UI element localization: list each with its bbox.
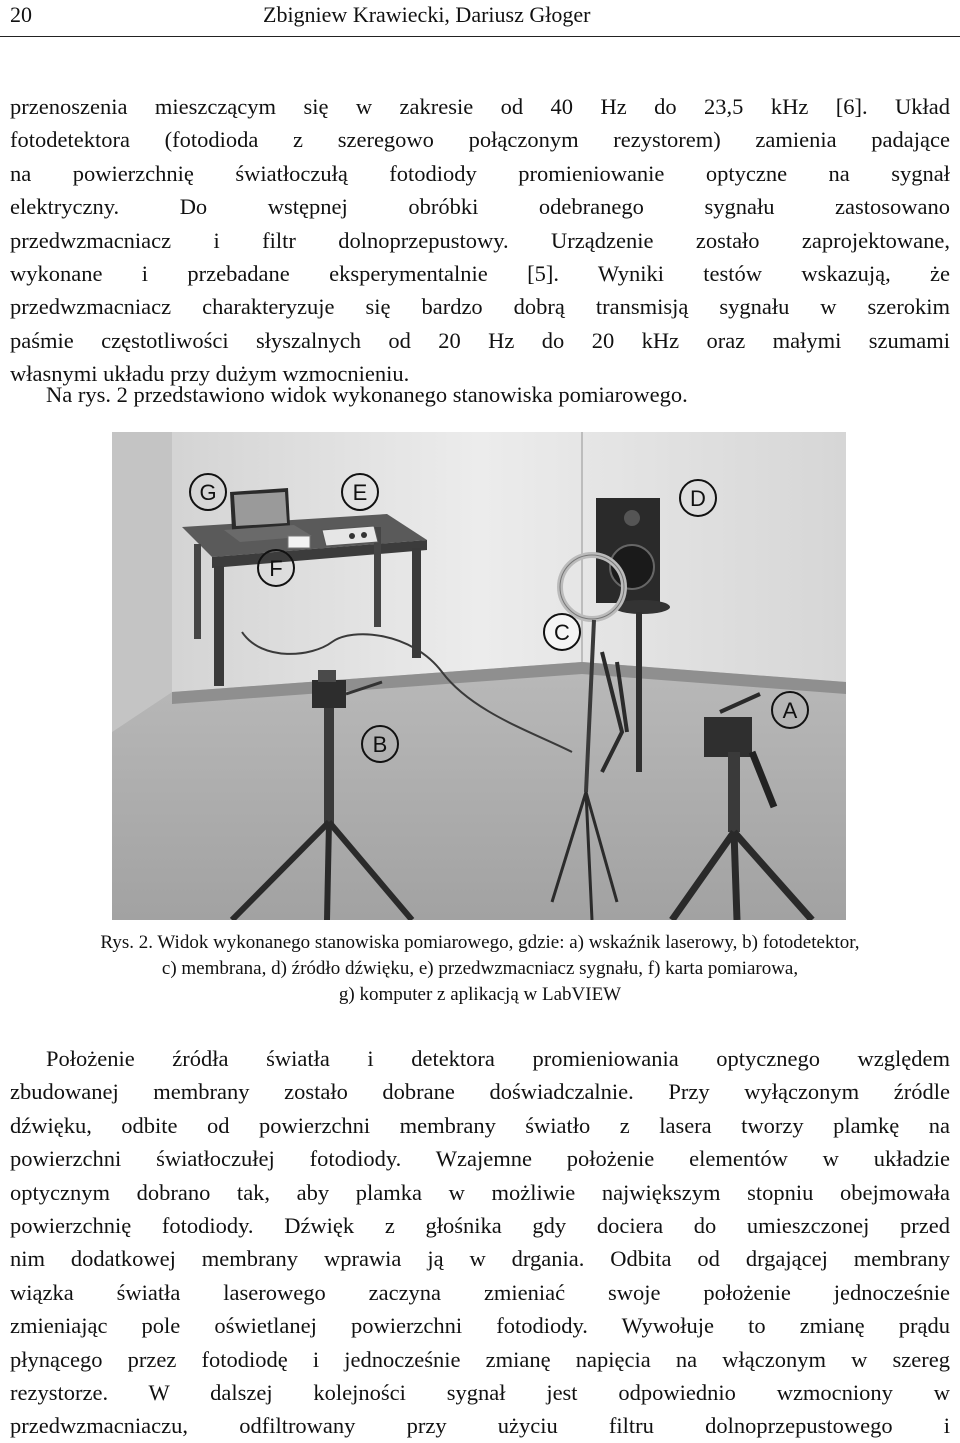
text-line: paśmie częstotliwości słyszalnych od 20 Hz do 20 kHz oraz małymi szumami [10, 327, 950, 353]
text-line: powierzchni światłoczułej fotodiody. Wzajemne położenie elementów w układzie [10, 1146, 950, 1172]
caption-line: c) membrana, d) źródło dźwięku, e) przedwzmacniacz sygnału, f) karta pomiarowa, [161, 958, 799, 979]
text-line: elektryczny. Do wstępnej obróbki odebranego sygnału zastosowano [10, 194, 950, 220]
label-e-text: E [352, 480, 368, 505]
preamplifier [322, 526, 378, 546]
running-header-authors: Zbigniew Krawiecki, Dariusz Głoger [263, 2, 591, 27]
text-line: własnymi układu przy dużym wzmocnieniu. [10, 361, 410, 387]
text-line: optycznym dobrano tak, aby plamka w możliwie największym stopniu obejmowała [10, 1179, 950, 1205]
label-c-text: C [554, 620, 570, 645]
paragraph-3 [10, 1042, 950, 1443]
figure-caption [40, 930, 920, 1008]
lab-setup-photo [112, 432, 846, 920]
page-number: 20 [10, 2, 32, 27]
text-line: fotodetektora (fotodioda z szeregowo połączonym rezystorem) zamienia padające [10, 127, 950, 153]
text-line: przenoszenia mieszczącym się w zakresie od 40 Hz do 23,5 kHz [6]. Układ [10, 94, 950, 119]
text-line: zbudowanej membrany zostało dobrane doświadczalnie. Przy wyłączonym źródle [10, 1079, 950, 1105]
text-line: nim dodatkowej membrany wprawia ją w drgania. Odbita od drgającej membrany [10, 1246, 950, 1272]
label-g-text: G [199, 480, 217, 505]
text-line: dźwięku, odbite od powierzchni membrany światło z lasera tworzy plamkę na [10, 1112, 950, 1138]
text-line: Na rys. 2 przedstawiono widok wykonanego stanowiska pomiarowego. [46, 382, 688, 407]
label-d-text: D [690, 486, 706, 511]
text-line: rezystorze. W dalszej kolejności sygnał jest odpowiednio wzmocniony w [10, 1379, 950, 1405]
label-b-text: B [372, 732, 388, 757]
running-header [0, 0, 960, 37]
text-line: wykonane i przebadane eksperymentalnie [5]. Wyniki testów wskazują, że [10, 260, 950, 286]
text-line: na powierzchnię światłoczułą fotodiody promieniowanie optyczne na sygnał [10, 160, 950, 186]
text-line: wiązka światła laserowego zaczyna zmieniać swoje położenie jednocześnie [10, 1279, 950, 1305]
label-f-text: F [269, 556, 283, 581]
paragraph-2 [10, 378, 950, 411]
caption-line: Rys. 2. Widok wykonanego stanowiska pomiarowego, gdzie: a) wskaźnik laserowy, b) fotodetektor, [100, 932, 860, 953]
text-line: powierzchnię fotodiody. Dźwięk z głośnika gdy dociera do umieszczonej przed [10, 1212, 950, 1238]
text-line: zmieniając pole oświetlanej powierzchni fotodiody. Wywołuje to zmianę prądu [10, 1313, 950, 1339]
text-line: przedwzmacniacz i filtr dolnoprzepustowy. Urządzenie zostało zaprojektowane, [10, 227, 950, 253]
text-line: przedwzmacniacz charakteryzuje się bardzo dobrą transmisją sygnału w szerokim [10, 294, 950, 320]
text-line: Położenie źródła światła i detektora promieniowania optycznego względem [46, 1046, 950, 1071]
left-wall [112, 432, 172, 732]
label-a-text: A [782, 698, 798, 723]
paragraph-1 [10, 90, 950, 391]
measurement-card [288, 536, 310, 548]
text-line: płynącego przez fotodiodę i jednocześnie zmianę napięcia na włączonym w szereg [10, 1346, 950, 1372]
text-line: przedwzmacniaczu, odfiltrowany przy użyciu filtru dolnoprzepustowego i [10, 1413, 950, 1439]
figure-photo [112, 432, 846, 920]
caption-line: g) komputer z aplikacją w LabVIEW [338, 984, 622, 1005]
label-c [544, 614, 580, 650]
